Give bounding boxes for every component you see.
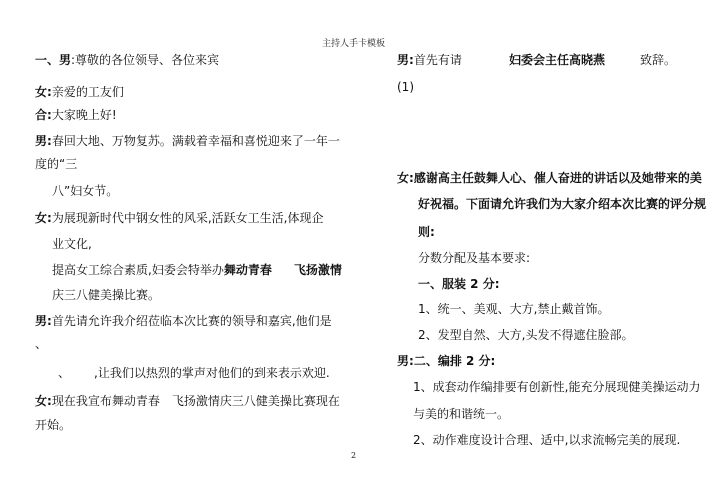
left-line-8: 业文化,: [52, 237, 92, 251]
line-text: 提高女工综合素质,妇委会特举办: [52, 263, 224, 277]
speaker-label: 女:: [35, 394, 52, 408]
speaker-name: 妇委会主任高晓燕: [509, 53, 606, 67]
line-text: 首先有请: [413, 53, 462, 67]
left-line-5: 度的“三: [35, 157, 78, 171]
line-text: 首先请允许我介绍莅临本次比赛的领导和嘉宾,他们是: [51, 314, 332, 328]
left-line-2: [35, 85, 124, 99]
right-line-11: 1、成套动作编排要有创新性,能充分展现健美操运动力: [413, 380, 701, 394]
right-line-10: [397, 354, 495, 368]
line-text: 二、编排 2 分:: [413, 354, 496, 368]
left-line-12: 、: [35, 337, 48, 351]
left-line-7: [35, 211, 323, 225]
speaker-label: 一、男: [35, 53, 72, 67]
speaker-label: 女:: [397, 171, 414, 185]
speaker-label: 男:: [397, 53, 414, 67]
right-line-1: [397, 53, 462, 67]
speaker-label: 男:: [35, 314, 52, 328]
line-text: 亲爱的工友们: [51, 85, 124, 99]
speaker-label: 男:: [397, 354, 414, 368]
speaker-label: 合:: [35, 108, 52, 122]
page-number: 2: [350, 451, 357, 460]
event-name-part-1: 舞动青春: [223, 263, 272, 277]
line-text: 、: [58, 366, 71, 380]
document-header: 主持人手卡模板: [321, 39, 385, 49]
left-line-10: 庆三八健美操比赛。: [52, 288, 161, 302]
right-line-7: 一、服装 2 分:: [418, 277, 500, 291]
left-line-11: [35, 314, 332, 328]
line-text: :尊敬的各位领导、各位来宾: [71, 53, 220, 67]
right-line-4: 好祝福。下面请允许我们为大家介绍本次比赛的评分规: [418, 197, 707, 211]
right-line-13: 2、动作难度设计合理、适中,以求流畅完美的展现.: [413, 433, 681, 447]
right-line-9: 2、发型自然、大方,头发不得遮住脸部。: [418, 328, 634, 342]
left-line-1: [35, 53, 219, 67]
right-line-6: 分数分配及基本要求:: [418, 251, 531, 265]
speaker-label: 男:: [35, 134, 52, 148]
left-line-14: [35, 394, 340, 408]
left-line-3: [35, 108, 117, 122]
right-line-2: (1): [397, 80, 414, 94]
line-text: 为展现新时代中钢女性的风采,活跃女工生活,体现企: [51, 211, 324, 225]
line-text: 致辞。: [640, 53, 677, 67]
left-line-13: [58, 366, 330, 380]
left-line-9: [52, 263, 342, 277]
left-line-4: [35, 134, 340, 148]
line-text: 春回大地、万物复苏。满载着幸福和喜悦迎来了一年一: [51, 134, 340, 148]
right-line-8: 1、统一、美观、大方,禁止戴首饰。: [418, 302, 610, 316]
speaker-label: 女:: [35, 85, 52, 99]
event-name-part-2: 飞扬激情: [293, 263, 342, 277]
right-line-3: [397, 171, 702, 185]
line-text: 大家晚上好!: [51, 108, 117, 122]
line-text: ,让我们以热烈的掌声对他们的到来表示欢迎.: [94, 366, 330, 380]
line-text: 现在我宣布舞动青春 飞扬激情庆三八健美操比赛现在: [51, 394, 340, 408]
speaker-label: 女:: [35, 211, 52, 225]
line-text: 感谢高主任鼓舞人心、催人奋进的讲话以及她带来的美: [413, 171, 702, 185]
left-line-6: 八”妇女节。: [52, 184, 119, 198]
right-line-12: 与美的和谐统一。: [413, 407, 510, 421]
right-line-5: 则:: [418, 225, 435, 239]
left-line-15: 开始。: [35, 418, 72, 432]
